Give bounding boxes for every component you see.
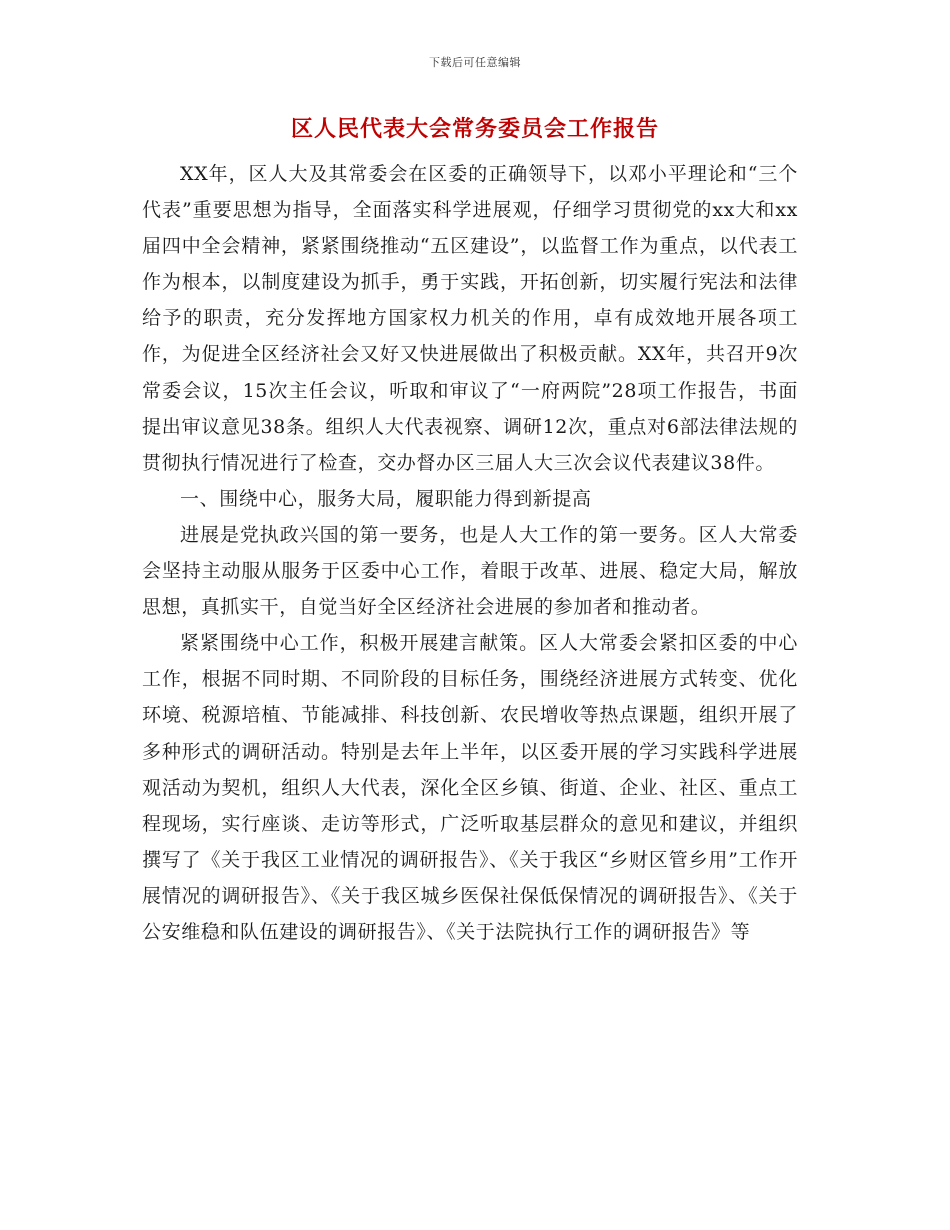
document-title: 区人民代表大会常务委员会工作报告 xyxy=(290,116,659,142)
paragraph-intro: XX年，区人大及其常委会在区委的正确领导下，以邓小平理论和“三个代表”重要思想为指导，全面落实科学进展观，仔细学习贯彻党的xx大和xx届四中全会精神，紧紧围绕推动“五区建设”，以监督工作为重点，以代表工作为根本，以制度建设为抓手，勇于实践，开拓创新，切实履行宪法和法律给予的职责，充分发挥地方国家权力机关的作用，卓有成效地开展各项工作，为促进全区经济社会又好又快进展做出了积极贡献。XX年，共召开9次常委会议，15次主任会议，听取和审议了“一府两院”28项工作报告，书面提出审议意见38条。组织人大代表视察、调研12次，重点对6部法律法规的贯彻执行情况进行了检查，交办督办区三届人大三次会议代表建议38件。 xyxy=(142,163,798,474)
header-note: 下载后可任意编辑 xyxy=(429,56,521,69)
document-body xyxy=(142,156,798,950)
paragraph-development: 进展是党执政兴国的第一要务，也是人大工作的第一要务。区人大常委会坚持主动服从服务于区委中心工作，着眼于改革、进展、稳定大局，解放思想，真抓实干，自觉当好全区经济社会进展的参加者和推动者。 xyxy=(142,523,798,619)
paragraph-research: 紧紧围绕中心工作，积极开展建言献策。区人大常委会紧扣区委的中心工作，根据不同时期、不同阶段的目标任务，围绕经济进展方式转变、优化环境、税源培植、节能减排、科技创新、农民增收等热点课题，组织开展了多种形式的调研活动。特别是去年上半年，以区委开展的学习实践科学进展观活动为契机，组织人大代表，深化全区乡镇、街道、企业、社区、重点工程现场，实行座谈、走访等形式，广泛听取基层群众的意见和建议，并组织撰写了《关于我区工业情况的调研报告》、《关于我区“乡财区管乡用”工作开展情况的调研报告》、《关于我区城乡医保社保低保情况的调研报告》、《关于公安维稳和队伍建设的调研报告》、《关于法院执行工作的调研报告》等 xyxy=(142,632,798,943)
section-heading-1: 一、围绕中心，服务大局，履职能力得到新提高 xyxy=(180,487,592,510)
